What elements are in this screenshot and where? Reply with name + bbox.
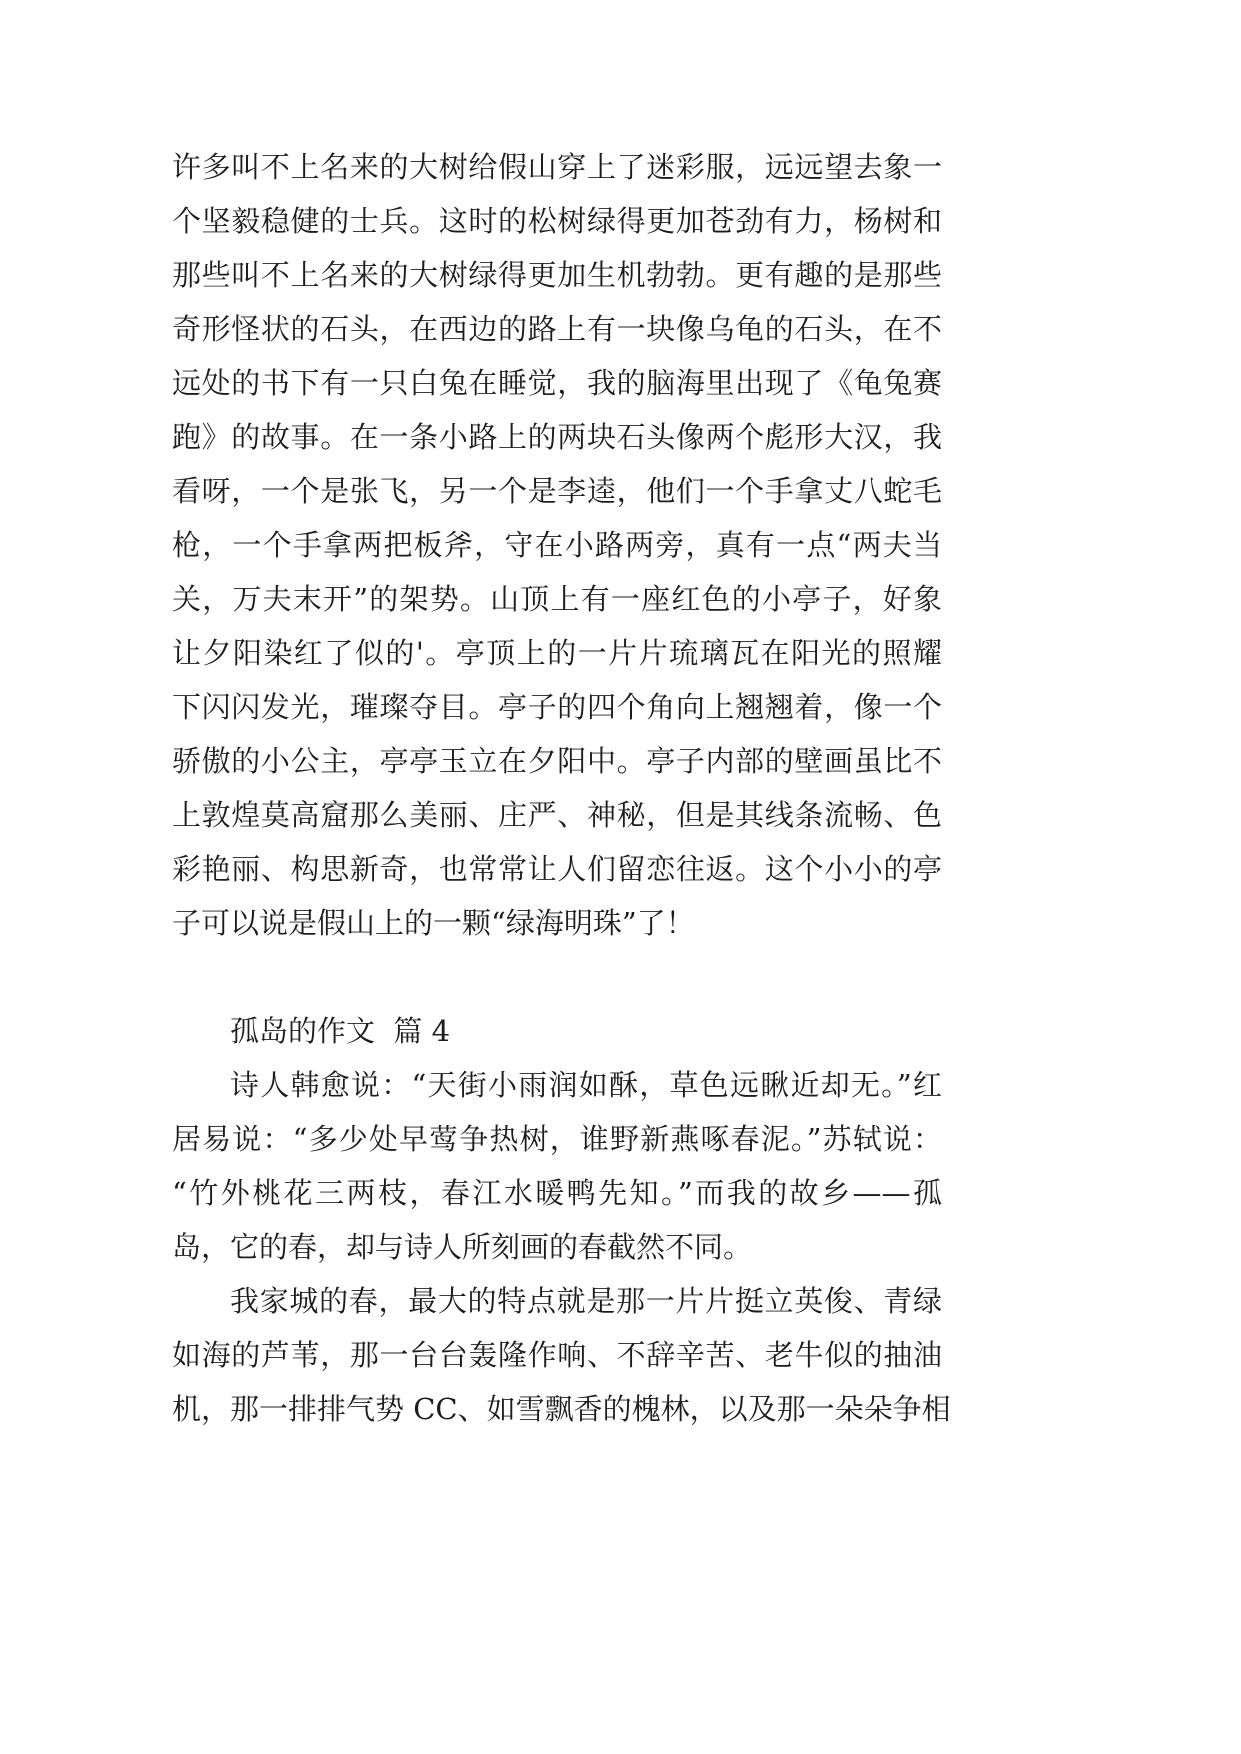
paragraph-line: 个坚毅稳健的士兵。这时的松树绿得更加苍劲有力，杨树和	[172, 204, 942, 238]
paragraph-line: 骄傲的小公主，亭亭玉立在夕阳中。亭子内部的壁画虽比不	[172, 744, 942, 778]
paragraph-line: 看呀，一个是张飞，另一个是李逵，他们一个手拿丈八蛇毛	[172, 474, 942, 508]
paragraph-line: 枪，一个手拿两把板斧，守在小路两旁，真有一点“两夫当	[172, 528, 942, 562]
paragraph-line: 诗人韩愈说：“天街小雨润如酥，草色远瞅近却无。”红	[230, 1068, 942, 1102]
paragraph-line: 远处的书下有一只白兔在睡觉，我的脑海里出现了《龟兔赛	[172, 366, 942, 400]
paragraph-line: 子可以说是假山上的一颗“绿海明珠”了！	[172, 906, 695, 940]
paragraph-line: 上敦煌莫高窟那么美丽、庄严、神秘，但是其线条流畅、色	[172, 798, 942, 832]
paragraph-line: 我家城的春，最大的特点就是那一片片挺立英俊、青绿	[230, 1284, 942, 1318]
paragraph-line: 如海的芦苇，那一台台轰隆作响、不辞辛苦、老牛似的抽油	[172, 1338, 942, 1372]
paragraph-line: 下闪闪发光，璀璨夺目。亭子的四个角向上翘翘着，像一个	[172, 690, 942, 724]
paragraph-line: 跑》的故事。在一条小路上的两块石头像两个彪形大汉，我	[172, 420, 942, 454]
paragraph-line: 那些叫不上名来的大树绿得更加生机勃勃。更有趣的是那些	[172, 258, 942, 292]
paragraph-line: 岛，它的春，却与诗人所刻画的春截然不同。	[172, 1230, 753, 1264]
paragraph-line: 机，那一排排气势 CC、如雪飘香的槐林，以及那一朵朵争相	[172, 1392, 951, 1426]
section-heading: 孤岛的作文 篇 4	[230, 1014, 451, 1048]
paragraph-line: 彩艳丽、构思新奇，也常常让人们留恋往返。这个小小的亭	[172, 852, 942, 886]
paragraph-line: “竹外桃花三两枝，春江水暖鸭先知。”而我的故乡——孤	[172, 1176, 942, 1210]
paragraph-line: 居易说：“多少处早莺争热树，谁野新燕啄春泥。”苏轼说：	[172, 1122, 942, 1156]
paragraph-line: 让夕阳染红了似的'。亭顶上的一片片琉璃瓦在阳光的照耀	[172, 636, 942, 670]
paragraph-line: 奇形怪状的石头，在西边的路上有一块像乌龟的石头，在不	[172, 312, 942, 346]
paragraph-line: 许多叫不上名来的大树给假山穿上了迷彩服，远远望去象一	[172, 150, 942, 184]
paragraph-line: 关，万夫末开”的架势。山顶上有一座红色的小亭子，好象	[172, 582, 942, 616]
